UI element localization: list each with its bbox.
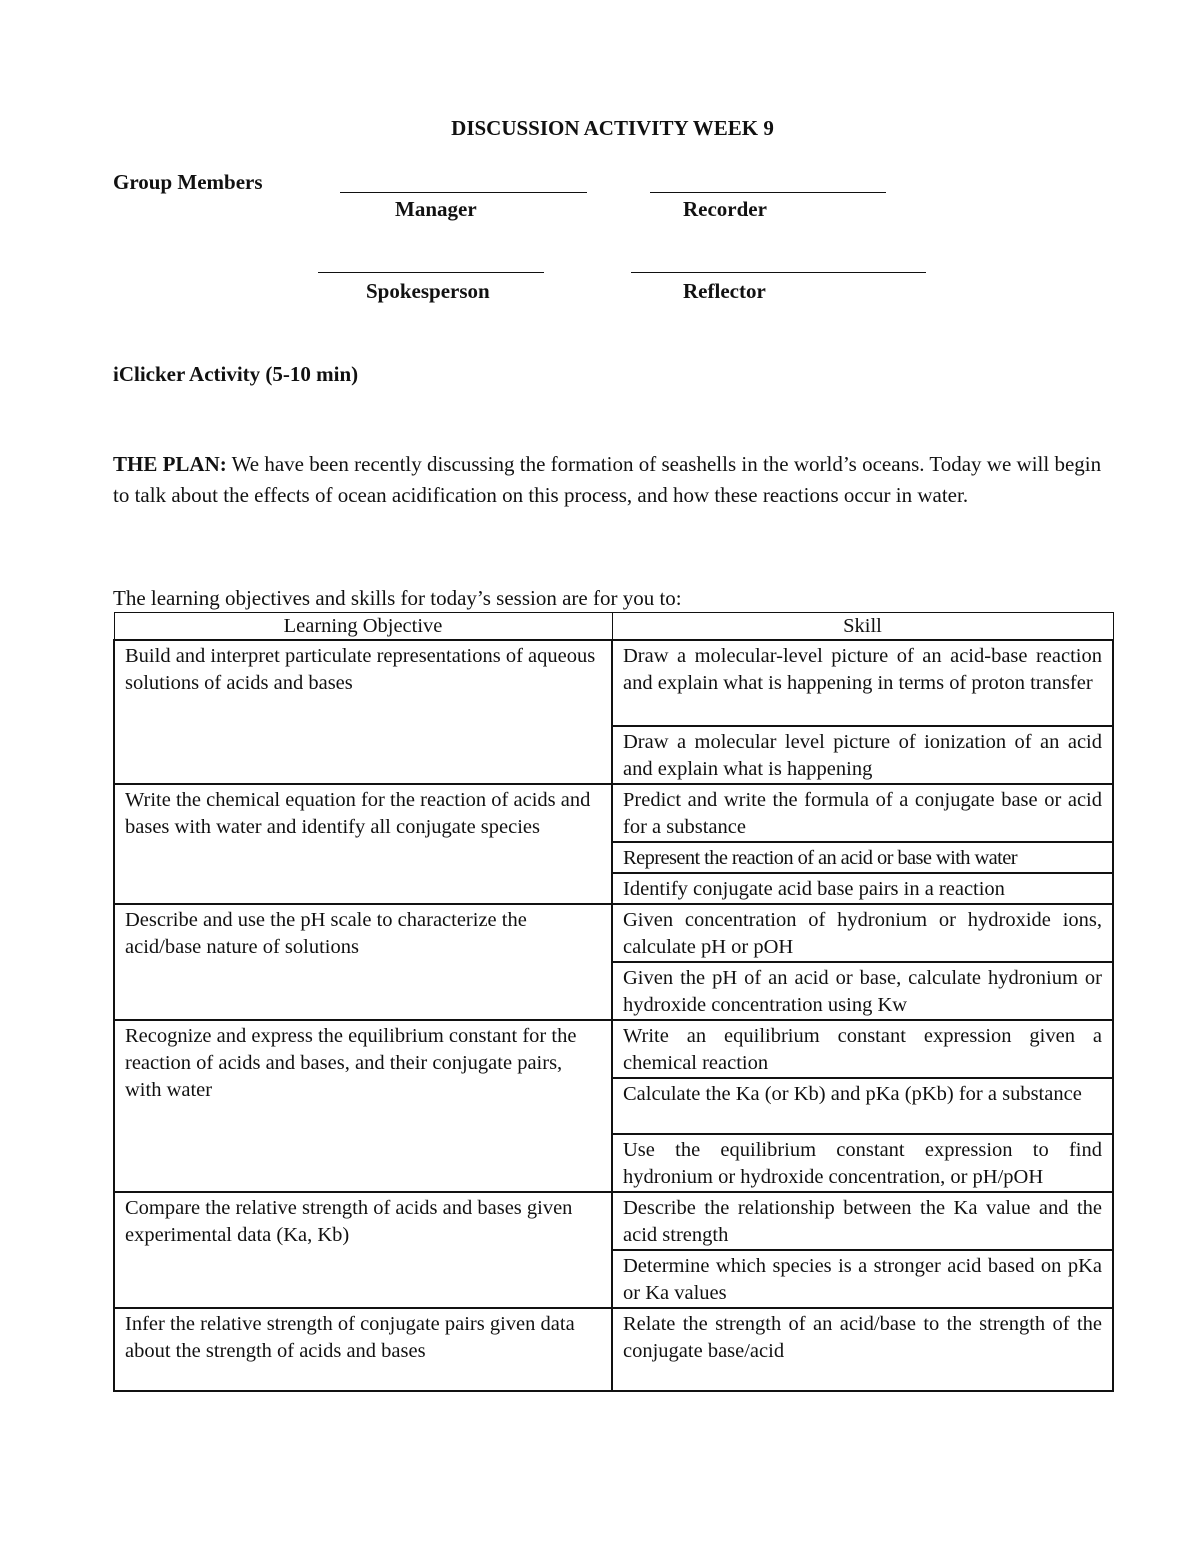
reflector-signature-line xyxy=(631,272,926,273)
header-learning-objective: Learning Objective xyxy=(114,613,612,641)
iclicker-heading: iClicker Activity (5-10 min) xyxy=(113,362,359,386)
skill-cell: Predict and write the formula of a conjugate base or acid for a substance xyxy=(612,784,1113,842)
table-row xyxy=(114,1308,1113,1391)
objective-cell: Recognize and express the equilibrium constant for the reaction of acids and bases, and their conjugate pairs, with water xyxy=(114,1020,612,1192)
role-manager: Manager xyxy=(395,197,477,221)
objectives-table xyxy=(113,612,1114,1392)
group-members-label: Group Members xyxy=(113,170,263,194)
skill-cell: Draw a molecular level picture of ionization of an acid and explain what is happening xyxy=(612,726,1113,784)
objective-cell: Build and interpret particulate representations of aqueous solutions of acids and bases xyxy=(114,640,612,784)
objectives-intro: The learning objectives and skills for today’s session are for you to: xyxy=(113,586,682,610)
page-title: DISCUSSION ACTIVITY WEEK 9 xyxy=(451,116,774,140)
role-reflector: Reflector xyxy=(683,279,766,303)
role-recorder: Recorder xyxy=(683,197,767,221)
objective-cell: Compare the relative strength of acids and bases given experimental data (Ka, Kb) xyxy=(114,1192,612,1308)
objective-cell: Infer the relative strength of conjugate pairs given data about the strength of acids and bases xyxy=(114,1308,612,1391)
plan-paragraph xyxy=(113,449,1113,511)
skill-cell: Given concentration of hydronium or hydroxide ions, calculate pH or pOH xyxy=(612,904,1113,962)
skill-cell: Write an equilibrium constant expression given a chemical reaction xyxy=(612,1020,1113,1078)
manager-signature-line xyxy=(340,192,587,193)
skill-cell: Represent the reaction of an acid or base with water xyxy=(612,842,1113,873)
skill-cell: Relate the strength of an acid/base to the strength of the conjugate base/acid xyxy=(612,1308,1113,1391)
spokesperson-signature-line xyxy=(318,272,544,273)
table-row xyxy=(114,784,1113,842)
table-row xyxy=(114,640,1113,726)
skill-cell: Determine which species is a stronger acid based on pKa or Ka values xyxy=(612,1250,1113,1308)
skill-cell: Draw a molecular-level picture of an acid-base reaction and explain what is happening in terms of proton transfer xyxy=(612,640,1113,726)
skill-cell: Use the equilibrium constant expression to find hydronium or hydroxide concentration, or pH/pOH xyxy=(612,1134,1113,1192)
table-row xyxy=(114,1192,1113,1250)
objective-cell: Describe and use the pH scale to characterize the acid/base nature of solutions xyxy=(114,904,612,1020)
skill-cell: Describe the relationship between the Ka value and the acid strength xyxy=(612,1192,1113,1250)
objective-cell: Write the chemical equation for the reaction of acids and bases with water and identify all conjugate species xyxy=(114,784,612,904)
role-spokesperson: Spokesperson xyxy=(366,279,490,303)
recorder-signature-line xyxy=(650,192,886,193)
table-row xyxy=(114,904,1113,962)
plan-label: THE PLAN: xyxy=(113,452,227,476)
skill-cell: Identify conjugate acid base pairs in a reaction xyxy=(612,873,1113,904)
table-header-row xyxy=(114,613,1113,641)
skill-cell: Calculate the Ka (or Kb) and pKa (pKb) for a substance xyxy=(612,1078,1113,1134)
header-skill: Skill xyxy=(612,613,1113,641)
table-row xyxy=(114,1020,1113,1078)
plan-text: We have been recently discussing the formation of seashells in the world’s oceans. Today we will begin to talk about the effects of ocean acidification on this process, and how these reactions occur in water. xyxy=(113,452,1102,507)
skill-cell: Given the pH of an acid or base, calculate hydronium or hydroxide concentration using Kw xyxy=(612,962,1113,1020)
